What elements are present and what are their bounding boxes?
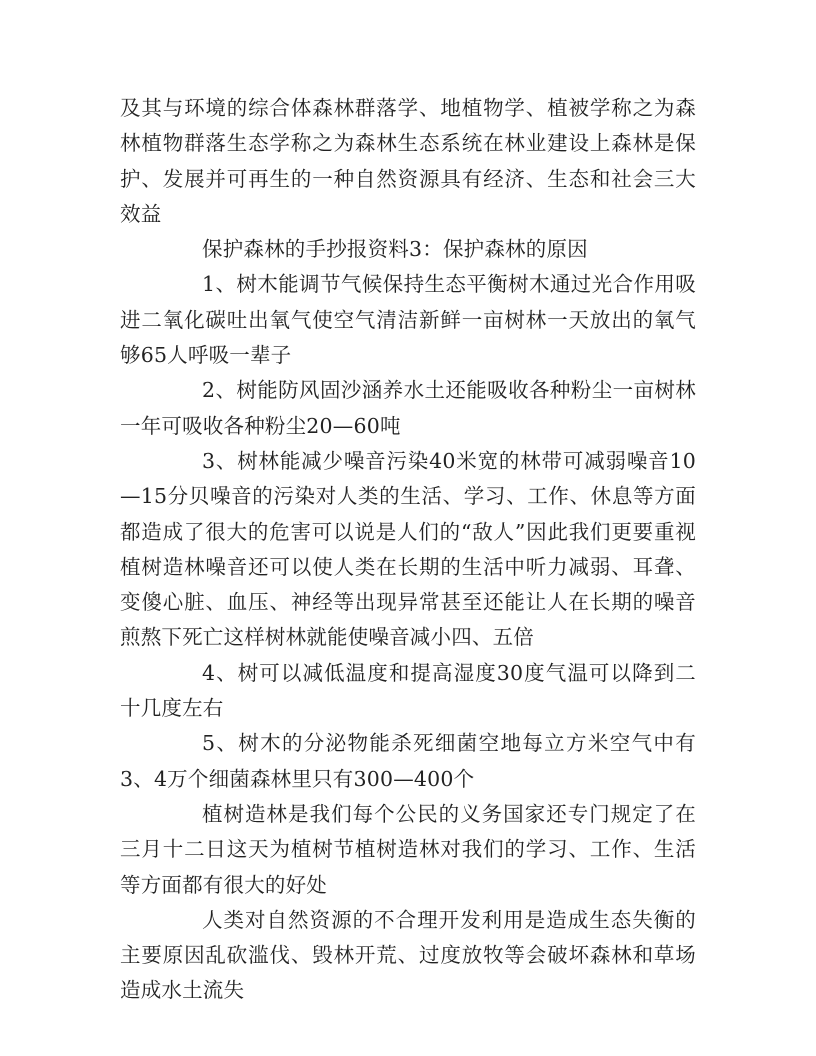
- section-heading-reasons: 保护森林的手抄报资料3：保护森林的原因: [202, 237, 588, 262]
- document-body: [120, 91, 696, 1009]
- paragraph-reason-4: 4、树可以减低温度和提高湿度30度气温可以降到二十几度左右: [120, 660, 696, 721]
- paragraph-intro-continued: 及其与环境的综合体森林群落学、地植物学、植被学称之为森林植物群落生态学称之为森林生态系统在林业建设上森林是保护、发展并可再生的一种自然资源具有经济、生态和社会三大效益: [120, 96, 696, 226]
- paragraph-reason-3: 3、树林能减少噪音污染40米宽的林带可减弱噪音10—15分贝噪音的污染对人类的生活、学习、工作、休息等方面都造成了很大的危害可以说是人们的“敌人”因此我们更要重视植树造林噪音还可以使人类在长期的生活中听力减弱、耳聋、变傻心脏、血压、神经等出现异常甚至还能让人在长期的噪音煎熬下死亡这样树林就能使噪音减小四、五倍: [120, 448, 696, 650]
- paragraph-reason-2: 2、树能防风固沙涵养水土还能吸收各种粉尘一亩树林一年可吸收各种粉尘20—60吨: [120, 378, 696, 438]
- paragraph-reason-5: 5、树木的分泌物能杀死细菌空地每立方米空气中有3、4万个细菌森林里只有300—400个: [120, 731, 696, 791]
- paragraph-reason-1: 1、树木能调节气候保持生态平衡树木通过光合作用吸进二氧化碳吐出氧气使空气清洁新鲜一亩树林一天放出的氧气够65人呼吸一辈子: [120, 272, 696, 368]
- paragraph-tree-planting: 植树造林是我们每个公民的义务国家还专门规定了在三月十二日这天为植树节植树造林对我们的学习、工作、生活等方面都有很大的好处: [120, 801, 696, 897]
- paragraph-ecological-imbalance: 人类对自然资源的不合理开发利用是造成生态失衡的主要原因乱砍滥伐、毁林开荒、过度放牧等会破坏森林和草场造成水土流失: [120, 907, 696, 1003]
